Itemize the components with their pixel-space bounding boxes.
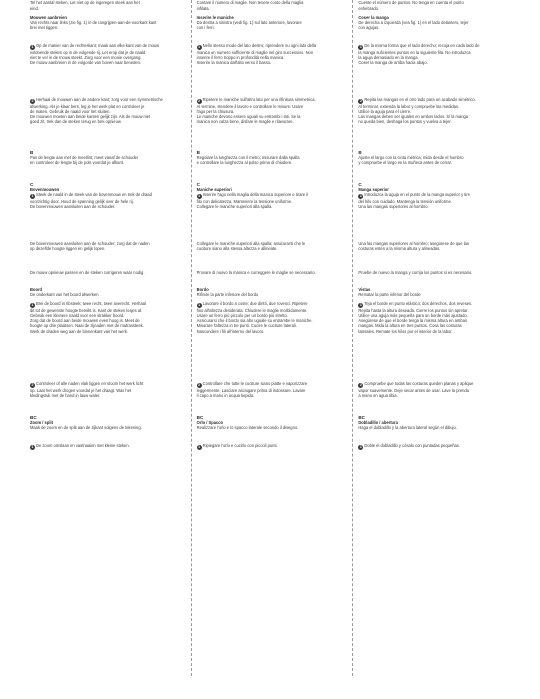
section-bc <box>197 415 349 430</box>
text-line: manica non calza bene, disfare le maglie e rilavorare. <box>196 119 294 125</box>
text-line: Pas de lengte aan met de meetlint; meet vanaf de schouder <box>30 155 139 161</box>
text-line: cuciture siano alla stessa altezza e allineate. <box>196 246 278 252</box>
text-line: Doble el dobladillo y cósalo con puntadas pequeñas. <box>364 443 460 448</box>
text-line: Gebruik een kleinere naald voor een strakker boord. <box>30 313 125 319</box>
text-line: Lavorare il bordo a coste; due diritti, due rovesci. Ripetere <box>202 301 308 307</box>
text-line: Repita las mangas en el otro lado para un acabado simétrico. <box>364 97 476 102</box>
text-line: Zorg dat de boord aan beide mouwen even hoog is. Meet de <box>30 318 140 324</box>
section-title: Bovenmouwen <box>30 187 60 193</box>
text-line: dit tot de gewenste hoogte bereikt is. Kant de steken losjes af. <box>30 308 143 314</box>
text-line: De mouw aanbreien in de volgorde van boven naar beneden. <box>30 60 142 66</box>
text-line: op. Laat het werk drogen voordat je het draagt. Was het <box>30 388 132 393</box>
section-c <box>358 182 510 209</box>
section-c-2 <box>30 241 187 251</box>
text-line: Compruebe que todas las costuras queden planas y aplique <box>364 381 474 386</box>
section-letter: C <box>196 182 200 187</box>
text-line: De mouw opnieuw passen en de steken corrigeren waar nodig. <box>30 270 145 275</box>
text-line: eind. <box>30 6 39 12</box>
intro-text <box>358 0 510 12</box>
text-line: brei met tiggen. <box>30 25 59 31</box>
text-line: Una las mangas superiores al hombro. <box>358 204 429 210</box>
section-1 <box>358 15 510 30</box>
text-line: Controleer of alle naden vlak liggen en stoom het werk licht <box>36 381 144 386</box>
section-title: Boord <box>30 287 43 292</box>
text-line: Misurare l'altezza in tre punti. Cucire le cuciture laterali. <box>196 323 297 329</box>
step-number-icon: 1 <box>31 303 34 308</box>
step-number-icon: 2 <box>198 383 201 387</box>
section-bc <box>30 415 187 430</box>
text-line: kledingstuk met de hand in lauw water. <box>30 393 101 399</box>
section-title: Vistas <box>358 287 371 292</box>
text-line: laterales. Remate los hilos por el interior de la labor. <box>358 328 453 334</box>
section-title: Mouwen aanbreien <box>30 15 67 20</box>
section-subtitle: Rematar la parte inferior del borde <box>358 292 421 298</box>
section-c-3 <box>358 270 510 275</box>
column-italian <box>192 0 353 699</box>
text-line: Ripiegare l'orlo e cucirlo con piccoli punti. <box>202 443 278 448</box>
section-bc-2 <box>30 443 187 450</box>
text-line: Nascondere i fili all'interno del lavoro. <box>196 328 265 334</box>
text-line: no queda bien, deshaga los puntos y vuelva a tejer. <box>358 119 452 125</box>
text-line: De la misma forma que el lado derecho; recoja en cada lado de <box>364 43 480 48</box>
step-number-icon: 2 <box>31 383 34 387</box>
step-number-icon: 2 <box>31 99 34 103</box>
text-line: De zoom omslaan en vastnaaien met kleine steken. <box>36 443 130 448</box>
section-b <box>358 150 510 165</box>
section-c-3 <box>30 270 187 275</box>
section-letter: C <box>30 182 34 187</box>
text-line: goed zit, trek dan de steken terug en brei opnieuw. <box>30 119 122 125</box>
text-line: mangas. Mida la altura en tres puntos. Cosa las costuras <box>358 323 462 329</box>
text-line: De bovenmouwen aansluiten aan de schouder. <box>30 204 116 210</box>
section-letter: B <box>196 150 200 155</box>
text-line: Pruebe de nuevo la manga y corrija los puntos si es necesario. <box>358 270 473 275</box>
text-line: Repita hasta la altura deseada. Cierre los puntos sin apretar. <box>358 308 469 314</box>
text-line: con i ferri. <box>196 25 215 31</box>
text-line: en controleer de lengte bij de pols voordat je afkant. <box>30 160 124 166</box>
section-letter: BC <box>196 415 204 420</box>
section-1 <box>30 15 187 30</box>
text-line: Op de manier van de rechterkant; maak aan elke kant van de mouw <box>36 43 160 48</box>
text-line: Werk de draden weg aan de binnenkant van het werk. <box>30 328 129 334</box>
step-number-icon: 1 <box>359 194 362 199</box>
text-line: Asegúrese de que el borde tenga la misma altura en ambas <box>358 318 467 324</box>
section-3 <box>358 97 510 124</box>
text-line: Ajuste el largo con la cinta métrica; mida desde el hombro <box>358 155 464 161</box>
step-number-icon: 2 <box>198 99 201 103</box>
text-line: l'ago per la chiusura. <box>196 109 235 115</box>
step-number-icon: 1 <box>198 445 201 449</box>
text-line: Van rechts naar links (zie fig. 1) in de rangrijpen-aan-de-voorkant kant <box>30 20 157 26</box>
section-finish <box>30 381 187 398</box>
text-line: Realizzare l'orlo e lo spacco laterale secondo il disegno. <box>196 425 299 431</box>
text-line: Haga el dobladillo y la abertura lateral según el dibujo. <box>358 425 457 431</box>
intro-text <box>30 0 187 12</box>
text-line: del hilo con cuidado. Mantenga la tensión uniforme. <box>358 199 452 205</box>
section-border <box>30 287 187 334</box>
step-number-icon: 2 <box>359 99 362 103</box>
text-line: De bovenmouwen aansluiten aan de schouder; zorg dat de naden <box>30 241 150 246</box>
text-line: infilata. <box>196 6 210 12</box>
text-line: Contare il numero di maglie. Non tenere conto della maglia <box>196 0 304 5</box>
section-2 <box>358 43 510 65</box>
text-line: Utilice una aguja más pequeña para un borde más ajustado. <box>358 313 468 319</box>
text-line: Assicurarsi che il bordo sia alto uguale su entrambe le maniche. <box>196 318 313 324</box>
text-line: inserire il ferro troppo in profondità nella manica. <box>196 55 285 61</box>
text-line: voldoende steken op in de volgende rij. Let erop dat je de naald <box>30 50 146 55</box>
section-c-2 <box>197 241 349 251</box>
manual-page <box>30 0 514 699</box>
text-line: Al terminar, extienda la labor y compruebe las medidas. <box>358 104 460 109</box>
text-line: Al termine, stendere il lavoro e controllare le misure. Usare <box>196 104 304 109</box>
step-number-icon: 2 <box>359 383 362 387</box>
text-line: con agujas. <box>358 25 380 31</box>
section-3 <box>197 97 349 124</box>
text-line: niet te ver in de mouw steekt. Zorg voor een mooie overgang. <box>30 55 142 61</box>
intro-text <box>197 0 349 12</box>
section-bc-2 <box>358 443 510 450</box>
text-line: vapor suavemente. Deje secar antes de usar. Lave la prenda <box>358 388 469 393</box>
text-line: Introduzca la aguja en el punto de la manga superior y tire <box>364 192 470 198</box>
section-subtitle: De onderkant van het boord afwerken <box>30 292 99 298</box>
text-line: Inserire la manica dall'alto verso il basso. <box>196 60 272 66</box>
section-b <box>197 150 349 165</box>
step-number-icon: 1 <box>31 45 34 49</box>
text-line: Nello stesso modo del lato destro; riprendere su ogni lato della <box>202 43 316 48</box>
text-line: Controllare che tutte le cuciture siano piatte e vaporizzare <box>202 381 308 386</box>
section-finish <box>358 381 510 398</box>
section-letter: B <box>358 150 362 155</box>
column-dutch <box>30 0 191 699</box>
text-line: Collegare le maniche superiori alla spalla. <box>196 204 273 210</box>
text-line: filo con delicatezza. Mantenere la tensione uniforme. <box>196 199 293 205</box>
section-title: Orlo / Spacco <box>196 420 224 426</box>
section-finish <box>197 381 349 398</box>
section-title: Bordo <box>196 287 209 292</box>
step-number-icon: 1 <box>198 303 201 308</box>
text-line: Cuente el número de puntos. No tenga en cuenta el punto <box>358 0 464 5</box>
text-line: op dezelfde hoogte liggen en gelijk lopen. <box>30 246 106 252</box>
text-line: Steek de naald in de steek van de bovenmouw en trek de draad <box>36 192 152 198</box>
text-line: manica un numero sufficiente di maglie nel giro successivo. Non <box>196 50 314 55</box>
section-letter: BC <box>358 415 365 420</box>
step-number-icon: 1 <box>359 445 362 449</box>
text-line: y compruebe el largo en la muñeca antes de cerrar. <box>358 160 452 166</box>
section-c-3 <box>197 270 349 275</box>
step-number-icon: 1 <box>198 45 201 49</box>
section-title: Manga superior <box>358 187 389 193</box>
text-line: e controllare la lunghezza al polso prima di chiudere. <box>196 160 293 166</box>
text-line: De derecha a izquierda (vea fig. 1) en el lado delantero, tejer <box>358 20 469 26</box>
text-line: fino all'altezza desiderata. Chiudere le maglie morbidamente. <box>196 308 308 314</box>
text-line: la manga suficientes puntos en la siguiente fila. No introduzca <box>358 50 471 55</box>
text-line: a mano en agua tibia. <box>358 393 398 399</box>
text-line: Da destra a sinistra (vedi fig. 1) sul lato anteriore, lavorare <box>196 20 302 26</box>
section-letter: B <box>30 150 34 155</box>
text-line: Tel het aantal steken. Let niet op de ingeregen steek aan het <box>30 0 140 5</box>
text-line: Las mangas deben ser iguales en ambos lados. Si la manga <box>358 114 469 120</box>
section-c <box>30 182 187 209</box>
section-title: Dobladillo / abertura <box>358 420 398 426</box>
step-number-icon: 1 <box>31 445 34 449</box>
section-title: Maniche superiori <box>196 187 232 193</box>
section-bc-2 <box>197 443 349 450</box>
text-line: Una las mangas superiores al hombro; asegúrese de que las <box>358 241 469 246</box>
section-3 <box>30 97 187 124</box>
step-number-icon: 1 <box>198 194 201 199</box>
section-title: Zoom / split <box>30 420 53 426</box>
section-b <box>30 150 187 165</box>
text-line: Herhaal de mouwen aan de andere kant; zorg voor een symmetrische <box>36 97 163 102</box>
text-line: Regolare la lunghezza con il metro; misurare dalla spalla <box>196 155 300 161</box>
section-c <box>197 182 349 209</box>
text-line: leggermente. Lasciare asciugare prima di indossare. Lavare <box>196 388 306 393</box>
text-line: costuras estén a la misma altura y alineadas. <box>358 246 441 252</box>
text-line: Usare un ferro più piccolo per un bordo più stretto. <box>196 313 288 319</box>
text-line: Collegare le maniche superiori alla spalla; assicurarsi che le <box>196 241 306 246</box>
text-line: Brei de boord in ribsteek; twee recht, twee averecht. Herhaal <box>36 301 146 307</box>
text-line: Coser la manga de arriba hacia abajo. <box>358 60 428 66</box>
column-spanish <box>353 0 514 699</box>
section-letter: BC <box>30 415 37 420</box>
text-line: Teja el borde en punto elástico; dos derechos, dos reveses. <box>364 301 473 307</box>
step-number-icon: 1 <box>31 194 34 199</box>
section-bc <box>358 415 510 430</box>
text-line: Utilice la aguja para el cierre. <box>358 109 412 115</box>
text-line: Le maniche devono essere uguali su entrambi i lati. Se la <box>196 114 301 120</box>
text-line: Provare di nuovo la manica e correggere le maglie se necessario. <box>196 270 316 275</box>
text-line: De mouwen moeten aan beide kanten gelijk zijn. Als de mouw niet <box>30 114 151 120</box>
text-line: voorzichtig door. Houd de spanning gelijk over de hele rij. <box>30 199 134 205</box>
section-2 <box>30 43 187 65</box>
step-number-icon: 1 <box>359 45 362 49</box>
section-border <box>358 287 510 334</box>
section-subtitle: Rifinire la parte inferiore del bordo <box>196 292 259 298</box>
text-line: Maak de zoom en de split aan de zijkant volgens de tekening. <box>30 425 142 431</box>
section-c-2 <box>358 241 510 251</box>
text-line: de maten. Gebruik de naald voor het sluiten. <box>30 109 111 115</box>
text-line: enhebrado. <box>358 6 380 12</box>
section-title: Coser la manga <box>358 15 389 20</box>
section-2 <box>197 43 349 65</box>
section-letter: C <box>358 182 362 187</box>
text-line: il capo a mano in acqua tiepida. <box>196 393 255 399</box>
section-title: Inserire le maniche <box>196 15 234 20</box>
text-line: hoogte op drie plaatsen. Naai de zijnaden met de matrassteek. <box>30 323 144 329</box>
section-border <box>197 287 349 334</box>
text-line: Inserire l'ago nella maglia della manica superiore e tirare il <box>202 192 309 198</box>
step-number-icon: 1 <box>359 303 362 308</box>
text-line: afwerking. Als je klaar bent, leg je het werk plat en controleer je <box>30 104 145 109</box>
section-1 <box>197 15 349 30</box>
text-line: Ripetere le maniche sull'altro lato per una rifinitura simmetrica. <box>202 97 316 102</box>
text-line: la aguja demasiado en la manga. <box>358 55 419 61</box>
